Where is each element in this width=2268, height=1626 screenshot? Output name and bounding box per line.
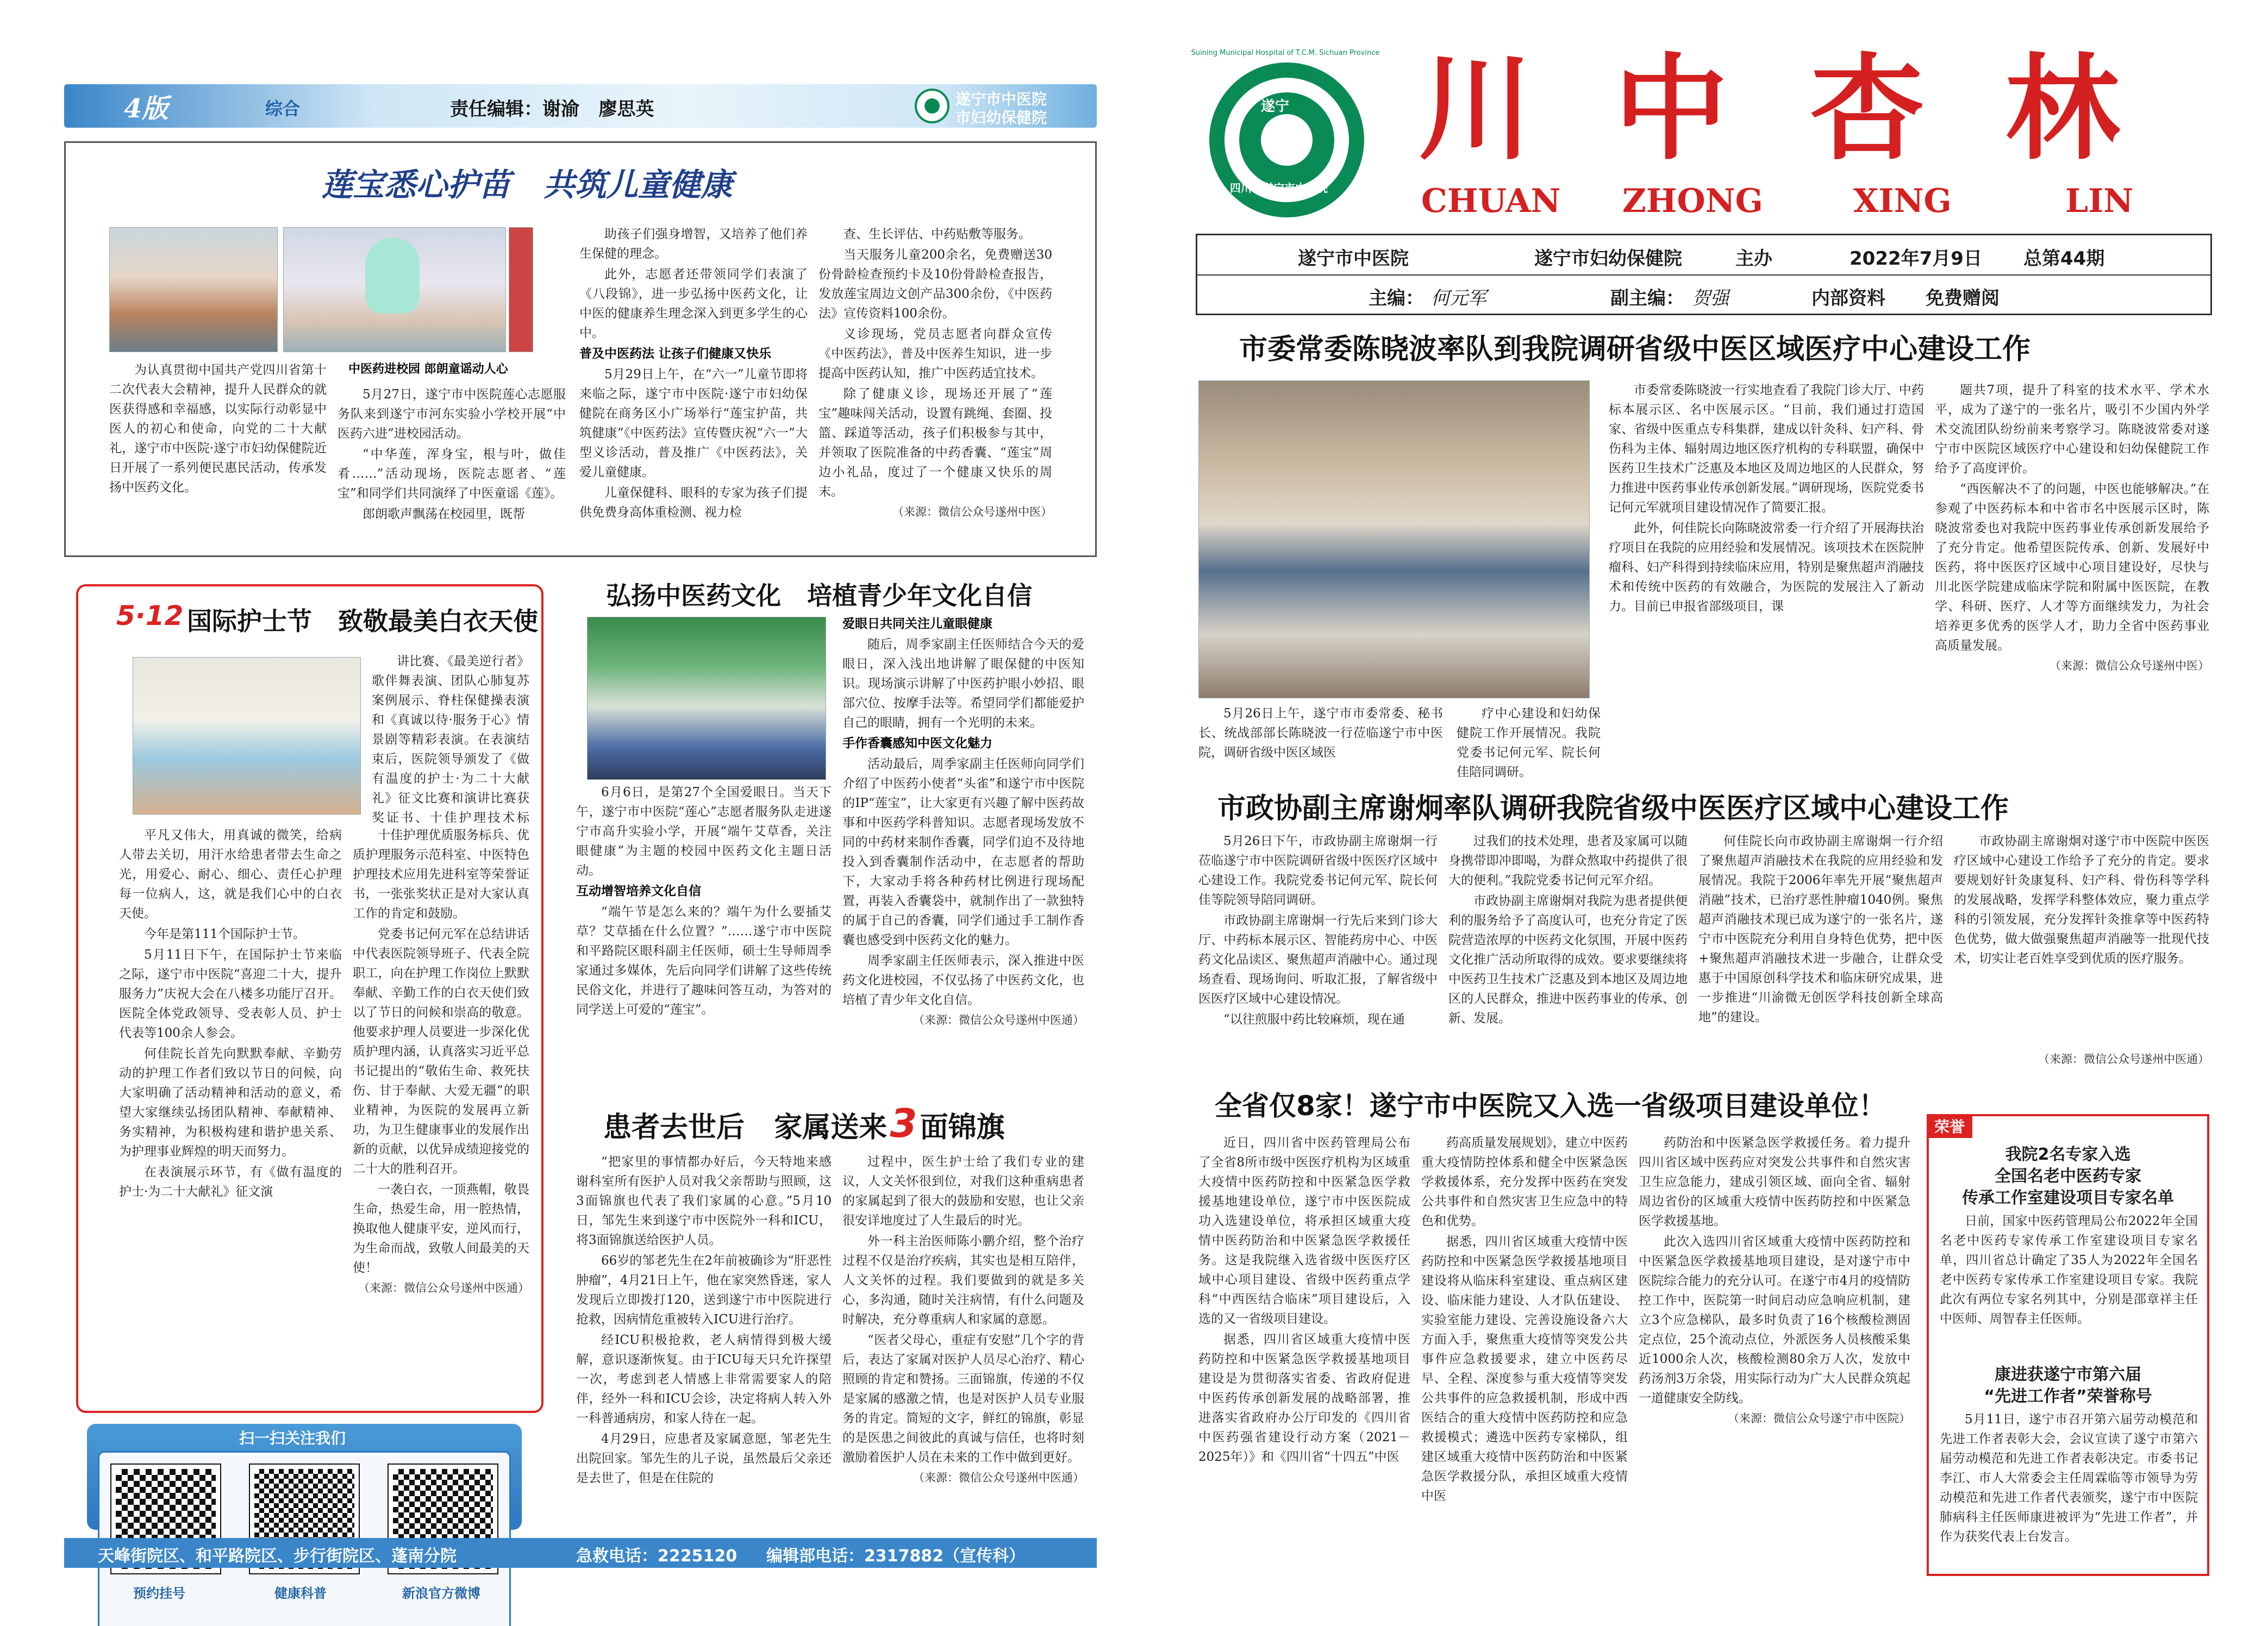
info-deputy-label: 副主编： (1610, 287, 1684, 309)
b3-col1: 近日，四川省中医药管理局公布了全省8所市级中医医疗机构为区域重大疫情中医药防控和中医紧急医学救援基地建设单位，遂宁市中医医院成功入选建设单位，将承担区域重大疫情中医药防治和中医紧急医学救援任务。这是我院继入选省级中医医疗区域中心项目建设、省级中医药重点学科“中西医结合临床”项目建设后，入选的又一省级项目建设。 据悉，四川省区域重大疫情中医药防控和中医紧急医学救援基地项目建设是为贯彻落实省委、省政府促进中医药传承创新发展的战略部署，推进落实省政府办公厅印发的《四川省中医药强省建设行动方案（2021－2025年）》和《四川省“十四五”中医 (1198, 1136, 1410, 1464)
photo-caption: 中医药进校园 郎朗童谣动人心 (348, 362, 508, 376)
photo-nurses-cpr (133, 657, 361, 815)
info-date: 2022年7月9日 (1850, 248, 1982, 270)
qr-label-weibo: 新浪官方微博 (402, 1586, 480, 1601)
a1-col4: 查、生长评估、中药贴敷等服务。 当天服务儿童200余名，免费赠送30份骨龄检查预约卡及10份骨龄检查报告，发放莲宝周边文创产品300余份，《中医药法》宣传资料100余份。 义诊现场，党员志愿者向群众宣传《中医药法》，普及中医养生知识，进一步提高中医药认知，推广中医药适宜技术。 除了健康义诊，现场还开展了“莲宝”趣味闯关活动，设置有跳绳、套圈、投篮、踩道等活动，孩子们积极参与其中，并领取了医院准备的中药香囊、“莲宝”周边小礼品，度过了一个健康又快乐的周末。 （来源：微信公众号遂州中医） (819, 227, 1052, 518)
pinyin-1: CHUAN (1421, 182, 1561, 220)
honor-t1: 我院2名专家入选 (2005, 1145, 2131, 1164)
info-host2: 遂宁市妇幼保健院 (1534, 248, 1682, 270)
logo-text-2: 市妇幼保健院 (955, 109, 1047, 127)
honor-p2: 5月11日，遂宁市召开第六届劳动模范和先进工作者表彰大会，会议宣读了遂宁市第六届劳动模范和先进工作者表彰决定。市委书记李江、市人大常委会主任周霖临等市领导为劳动模范和先进工作者代表颁奖，遂宁市中医院肺病科主任医师康进被评为“先进工作者”，并作为获奖代表上台发言。 (1940, 1412, 2198, 1544)
b1-title: 市委常委陈晓波率队到我院调研省级中医区域医疗中心建设工作 (1239, 333, 2031, 366)
a3-col1: 6月6日，是第27个全国爱眼日。当天下午，遂宁市中医院“莲心”志愿者服务队走进遂宁市高升实验小学，开展“端午艾草香，关注眼健康”为主题的校园中医药文化主题日活动。 互动增智培养文化自信 “端午节是怎么来的？端午为什么要插艾草？艾草插在什么位置？”……遂宁市中医院和平路院区眼科副主任医师，硕士生导师周季家通过多媒体，先后向同学们讲解了这些传统民俗文化，并进行了趣味问答互动，为答对的同学送上可爱的“莲宝”。 (576, 785, 832, 1017)
a1-col2: 5月27日，遂宁市中医院莲心志愿服务队来到遂宁市河东实验小学校开展“中医药六进”进校园活动。 “中华莲，浑身宝，根与叶，做佳肴……”活动现场，医院志愿者、“莲宝”和同学们共同演绎了中医童谣《莲》。 郎朗歌声飘荡在校园里，既帮 (338, 387, 566, 521)
a2-wrap: 讲比赛、《最美逆行者》歌伴舞表演、团队心肺复苏案例展示、脊柱保健操表演和《真诚以待·服务于心》情景剧等精彩表演。在表演结束后，医院领导颁发了《做有温度的护士·为二十大献礼》征文比赛和演讲比赛获奖证书、十佳护理技术标 (372, 654, 529, 825)
a4-col2: 过程中，医生护士给了我们专业的建议，人文关怀很到位，对我们这种重病患者的家属起到了很大的鼓励和安慰，也让父亲很安详地度过了人生最后的时光。 外一科主治医师陈小鹏介绍，整个治疗过程不仅是治疗疾病，其实也是相互陪伴，人文关怀的过程。我们要做到的就是多关心，多沟通，随时关注病情，有什么问题及时解决，充分尊重病人和家属的意愿。 “医者父母心，重症有安慰”几个字的背后，表达了家属对医护人员尽心治疗、精心照顾的肯定和赞扬。三面锦旗，传递的不仅是家属的感激之情，也是对医护人员专业服务的肯定。简短的文字，鲜红的锦旗，彰显的是医患之间彼此的真诚与信任，也将时刻激励着医护人员在未来的工作中做到更好。 （来源：微信公众号遂州中医通） (842, 1155, 1084, 1484)
info-host1: 遂宁市中医院 (1298, 248, 1409, 270)
a2-title-num: 5·12 (116, 600, 184, 631)
b1-col2: 题共7项，提升了科室的技术水平、学术水平，成为了遂宁的一张名片，吸引不少国内外学术交流团队纷纷前来考察学习。陈晓波常委对遂宁市中医院区域医疗中心建设和妇幼保健院工作给予了高度评价。 “西医解决不了的问题，中医也能够解决。”在参观了中医药标本和中省市名中医展示区时，陈晓波常委也对我院中医药事业传承创新发展给予了充分肯定。他希望医院传承、创新、发展好中医药，将中医医疗区域中心项目建设好，尽快与川北医学院建成临床学院和附属中医医院，在教学、科研、医疗、人才等方面继续发力，为社会培养更多优秀的医学人才，助力全省中医药事业高质量发展。 （来源：微信公众号遂州中医） (1935, 383, 2209, 672)
b2-col2: 过我们的技术处理，患者及家属可以随身携带即冲即喝，为群众熬取中药提供了很大的便利。”我院党委书记何元军介绍。 市政协副主席谢炯对我院为患者提供便利的服务给予了高度认可，也充分肯定了医院营造浓厚的中医药文化氛围，开展中医药文化推广活动所取得的成效。要求要继续将中医药卫生技术广泛惠及到本地区及周边地区的人民群众，推进中医药事业的传承、创新、发展。 (1448, 834, 1688, 1025)
honor-t5: “先进工作者”荣誉称号 (1984, 1387, 2152, 1406)
logo-top-text: 遂宁 (1261, 98, 1290, 115)
photo-classroom (587, 617, 826, 780)
footer-campuses: 天峰街院区、和平路院区、步行街院区、蓬南分院 (98, 1547, 457, 1566)
a2-col2: 十佳护理优质服务标兵、优质护理服务示范科室、中医特色护理技术应用先进科室等荣誉证书，一张张奖状正是对大家认真工作的肯定和鼓励。 党委书记何元军在总结讲话中代表医院领导班子、代表全院职工，向在护理工作岗位上默默奉献、辛勤工作的白衣天使们致以了节日的问候和崇高的敬意。他要求护理人员要进一步深化优质护理内涵，认真落实习近平总书记提出的“敬佑生命、救死扶伤、甘于奉献、大爱无疆”的职业精神，为医院的发展再立新功，为卫生健康事业的发展作出新的贡献，以优异成绩迎接党的二十大的胜利召开。 一袭白衣，一顶燕帽，敬畏生命，热爱生命，用一腔热情，换取他人健康平安，逆风而行，为生命而战，致敬人间最美的天使！ （来源：微信公众号遂州中医通） (353, 828, 529, 1294)
b1-caption: 5月26日上午，遂宁市市委常委、秘书长、统战部部长陈晓波一行莅临遂宁市中医院，调研省级中医区域医 (1198, 706, 1443, 760)
qr-label-booking: 预约挂号 (133, 1586, 185, 1601)
b2-col4: 市政协副主席谢炯对遂宁市中医院中医医疗区域中心建设工作给予了充分的肯定。要求要规划好针灸康复科、妇产科、骨伤科等学科的发展战略，发挥学科整体效应，聚力重点学科的引领发展，充分发挥针灸推拿等中医药特色优势，做大做强聚焦超声消融等一批现代技术，切实让老百姓享受到优质的医疗服务。 （来源：微信公众号遂州中医通） (1954, 834, 2209, 1066)
masthead-info-box (1196, 234, 2212, 315)
masthead-title-2: 中 (1614, 41, 1729, 176)
info-deputy: 贺强 (1692, 287, 1729, 309)
honor-tag: 荣誉 (1927, 1114, 1972, 1138)
left-header-bar (64, 84, 1097, 128)
page-number: 4版 (124, 93, 168, 124)
masthead-title-3: 杏 (1810, 41, 1925, 176)
qr-label-science: 健康科普 (274, 1586, 327, 1601)
a4-title-num: 3 (890, 1100, 917, 1146)
responsible-editors: 责任编辑：谢渝 廖思英 (450, 98, 654, 120)
logo-text-1: 遂宁市中医院 (955, 90, 1047, 108)
logo-ring-text: Suining Municipal Hospital of T.C.M. Sichuan Province (1191, 49, 1380, 57)
honor-box (1927, 1114, 2209, 1576)
footer-emergency: 急救电话：2225120 (576, 1547, 738, 1566)
b3-title: 全省仅8家！遂宁市中医院又入选一省级项目建设单位！ (1215, 1090, 1886, 1122)
a1-col1: 为认真贯彻中国共产党四川省第十二次代表大会精神，提升人民群众的就医获得感和幸福感，以实际行动彰显中医人的初心和使命，向党的二十大献礼，遂宁市中医院·遂宁市妇幼保健院近日开展了一系列便民惠民活动，传承发扬中医药文化。 (109, 363, 327, 495)
footer-editorial: 编辑部电话：2317882（宣传科） (766, 1547, 1026, 1566)
pinyin-2: ZHONG (1622, 182, 1763, 220)
article-lianbao-title: 莲宝悉心护苗 共筑儿童健康 (321, 166, 733, 203)
pinyin-4: LIN (2065, 182, 2134, 220)
pinyin-3: XING (1853, 182, 1952, 220)
honor-t4: 康进获遂宁市第六届 (1995, 1365, 2141, 1384)
b2-title: 市政协副主席谢炯率队调研我院省级中医医疗区域中心建设工作 (1217, 792, 2009, 825)
info-free: 免费赠阅 (1926, 287, 2000, 309)
photo-lianbao-mascot (283, 227, 506, 352)
info-issue: 总第44期 (2023, 248, 2105, 270)
honor-p1: 日前，国家中医药管理局公布2022年全国名老中医药专家传承工作室建设项目专家名单，四川省总计确定了35人为2022年全国名老中医药专家传承工作室建设项目专家。我院此次有两位专家名列其中，分别是邵章祥主任中医师、周智春主任医师。 (1940, 1214, 2198, 1326)
info-host-label: 主办 (1735, 248, 1772, 270)
a1-col3: 助孩子们强身增智，又培养了他们养生保健的理念。 此外，志愿者还带领同学们表演了《八段锦》，进一步弘扬中医药文化，让中医的健康养生理念深入到更多学生的心中。 普及中医药法 让孩子们健康又快乐 5月29日上午，在“六一”儿童节即将来临之际，遂宁市中医院·遂宁市妇幼保健院在商务区小广场举行“莲宝护苗，共筑健康”《中医药法》宣传暨庆祝“六一”大型义诊活动，普及推广《中医药法》，关爱儿童健康。 儿童保健科、眼科的专家为孩子们提供免费身高体重检测、视力检 (579, 227, 808, 520)
hospital-logo-icon (915, 89, 949, 123)
photo-visit-hall (1198, 380, 1590, 698)
a4-title: 患者去世后 家属送来 3 面锦旗 (603, 1100, 1005, 1146)
a2-title: 国际护士节 致敬最美白衣天使 (187, 606, 539, 636)
a3-col2: 爱眼日共同关注儿童眼健康 随后，周季家副主任医师结合今天的爱眼日，深入浅出地讲解了眼保健的中医知识。现场演示讲解了中医药护眼小妙招、眼部穴位、按摩手法等。希望同学们都能爱护自己的眼睛，拥有一个光明的未来。 手作香囊感知中医文化魅力 活动最后，周季家副主任医师向同学们介绍了中医药小使者“头雀”和遂宁市中医院的IP“莲宝”，让大家更有兴趣了解中医药故事和中医药学科普知识。志愿者现场发放不同的中药材来制作香囊，同学们迫不及待地投入到香囊制作活动中，在志愿者的帮助下，大家动手将各种药材比例进行现场配置，再装入香囊袋中，就制作出了一款独特的属于自己的香囊，同学们通过手工制作香囊也感受到中医药文化的魅力。 周季家副主任医师表示，深入推进中医药文化进校园，不仅弘扬了中医药文化，也培植了青少年文化自信。 （来源：微信公众号遂州中医通） (842, 617, 1084, 1027)
honor-t3: 传承工作室建设项目专家名单 (1962, 1189, 2174, 1208)
b2-col3: 何佳院长向市政协副主席谢炯一行介绍了聚焦超声消融技术在我院的应用经验和发展情况。我院于2006年率先开展“聚焦超声消融”技术，已治疗恶性肿瘤1040例。聚焦超声消融技术现已成为遂宁的一张名片，遂宁市中医院充分利用自身特色优势，把中医+聚焦超声消融技术进一步融合，让群众受惠于中国原创科学技术和临床研究成果，进一步推进“川渝微无创医学科技创新全球高地”的建设。 (1698, 834, 1943, 1024)
a2-col1: 平凡又伟大，用真诚的微笑，给病人带去关切，用汗水给患者带去生命之光，用爱心、耐心、细心、责任心护理每一位病人，这，就是我们心中的白衣天使。 今年是第111个国际护士节。 5月11日下午，在国际护士节来临之际，遂宁市中医院“喜迎二十大，提升服务力”庆祝大会在八楼多功能厅召开。医院全体党政领导、受表彰人员、护士代表等100余人参会。 何佳院长首先向默默奉献、辛勤劳动的护理工作者们致以节日的问候，向大家明确了活动精神和活动的意义，希望大家继续弘扬团队精神、奉献精神、务实精神，为积极构建和谐护患关系、为护理事业辉煌的明天而努力。 在表演展示环节，有《做有温度的护士·为二十大献礼》征文演 (119, 828, 342, 1199)
qr-panel-title: 扫一扫关注我们 (239, 1429, 346, 1447)
info-chief: 何元军 (1431, 287, 1486, 309)
masthead-title-4: 林 (2005, 41, 2120, 176)
info-internal: 内部资料 (1811, 287, 1885, 309)
b3-col2: 药高质量发展规划》，建立中医药重大疫情防控体系和健全中医紧急医学救援体系，充分发挥中医药在突发公共事件和自然灾害卫生应急中的特色和优势。 据悉，四川省区域重大疫情中医药防控和中医紧急医学救援基地项目建设将从临床科室建设、重点病区建设、临床能力建设、人才队伍建设、实验室能力建设、完善设施设备六大方面入手，聚焦重大疫情等突发公共事件应急救援要求，建立中医药尽早、全程、深度参与重大疫情等突发公共事件的应急救援机制，形成中西医结合的重大疫情中医药防控和应急救援模式；遴选中医药专家梯队，组建区域重大疫情中医药防治和中医紧急医学救援分队，承担区域重大疫情中医 (1421, 1136, 1628, 1503)
b2-col1: 5月26日下午，市政协副主席谢炯一行莅临遂宁市中医院调研省级中医医疗区域中心建设工作。我院党委书记何元军、院长何佳等院领导陪同调研。 市政协副主席谢炯一行先后来到门诊大厅、中药标本展示区、智能药房中心、中医药文化品读区、聚焦超声消融中心。通过现场查看、现场询问、听取汇报，了解省级中医医疗区域中心建设情况。 “以往煎服中药比较麻烦，现在通 (1198, 834, 1438, 1027)
a4-col1: “把家里的事情都办好后，今天特地来感谢科室所有医护人员对我父亲帮助与照顾，这3面锦旗也代表了我们家属的心意。”5月10日，邹先生来到遂宁市中医院外一科和ICU，将3面锦旗送给医护人员。 66岁的邹老先生在2年前被确诊为“肝恶性肿瘤”，4月21日上午，他在家突然昏迷，家人发现后立即拨打120，送到遂宁市中医院进行抢救，因病情危重被转入ICU进行治疗。 经ICU积极抢救，老人病情得到极大缓解，意识逐渐恢复。由于ICU每天只允许探望一次，考虑到老人情感上非常需要家人的陪伴，经外一科和ICU会诊，决定将病人转入外一科普通病房，和家人待在一起。 4月29日，应患者及家属意愿，邹老先生出院回家。邹先生的儿子说，虽然最后父亲还是去世了，但是在住院的 (576, 1155, 832, 1485)
logo-bottom-text: 四川省遂宁市中医院 (1230, 182, 1328, 195)
photo-banner (509, 227, 533, 352)
honor-t2: 全国名老中医药专家 (1995, 1167, 2141, 1186)
photo-school-event (109, 227, 278, 352)
info-chief-label: 主编： (1369, 287, 1424, 309)
masthead-title-1: 川 (1419, 41, 1533, 176)
b1-under: 疗中心建设和妇幼保健院工作开展情况。我院党委书记何元军、院长何佳陪同调研。 (1457, 706, 1601, 779)
b1-col1: 市委常委陈晓波一行实地查看了我院门诊大厅、中药标本展示区、名中医展示区。“目前，我们通过打造国家、省级中医重点专科集群，建成以针灸科、妇产科、骨伤科为主体、辐射周边地区医疗机构的专科联盟，确保中医药卫生技术广泛惠及本地区及周边地区的人民群众，努力推进中医药事业传承创新发展。”调研现场，医院党委书记何元军就项目建设情况作了简要汇报。 此外，何佳院长向陈晓波常委一行介绍了开展海扶治疗项目在我院的应用经验和发展情况。该项技术在医院肿瘤科、妇产科得到持续临床应用，特别是聚焦超声消融技术和传统中医药的有效融合，为医院的发展注入了新动力。目前已申报省部级项目，课 (1609, 383, 1924, 614)
b3-col3: 药防治和中医紧急医学救援任务。着力提升四川省区域中医药应对突发公共事件和自然灾害卫生应急能力，建成引领区域、面向全省、辐射周边省份的区域重大疫情中医药防控和中医紧急医学救援基地。 此次入选四川省区域重大疫情中医药防控和中医紧急医学救援基地项目建设，是对遂宁市中医院综合能力的充分认可。在遂宁市4月的疫情防控工作中，医院第一时间启动应急响应机制，建立3个应急梯队，最多时负责了16个核酸检测固定点位，25个流动点位，外派医务人员核酸采集近1000余人次，核酸检测80余万人次，发放中药汤剂3万余袋，用实际行动为广大人民群众筑起一道健康安全防线。 （来源：微信公众号遂宁市中医院） (1639, 1136, 1910, 1425)
article-nurses-day-box (76, 584, 543, 1413)
article-lianbao-box (64, 141, 1097, 557)
a3-title: 弘扬中医药文化 培植青少年文化自信 (606, 581, 1033, 610)
section-name: 综合 (265, 98, 301, 119)
